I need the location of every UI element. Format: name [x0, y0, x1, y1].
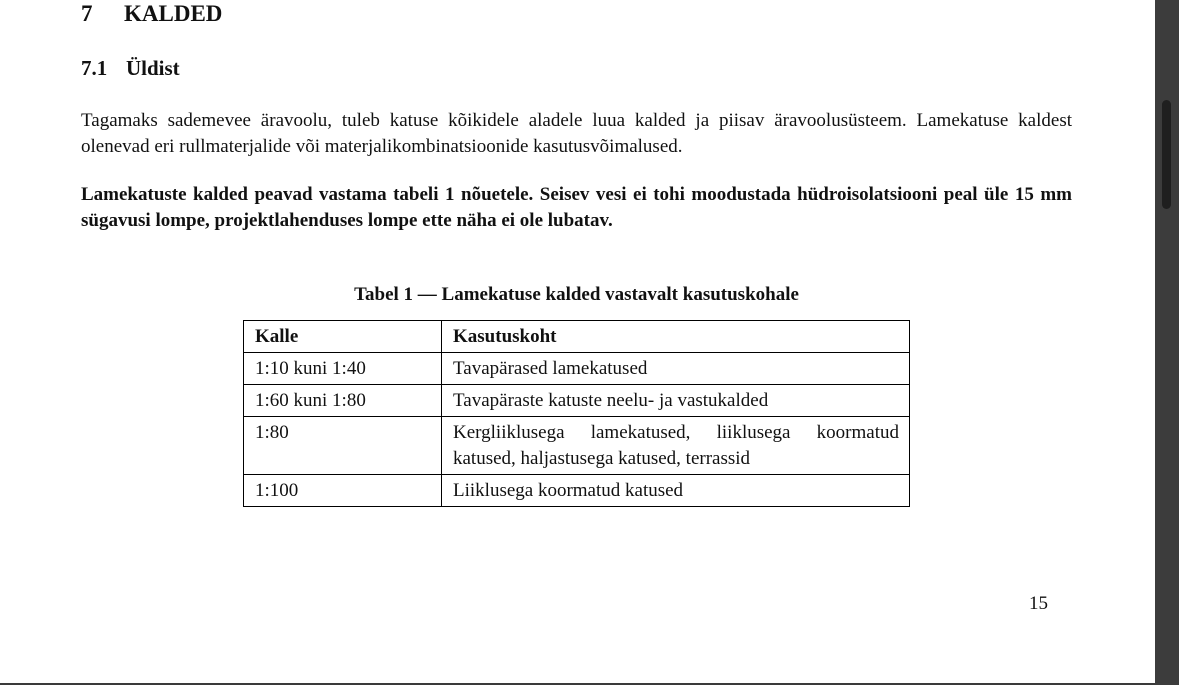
- table-row: [244, 353, 910, 385]
- intro-paragraph: Tagamaks sademevee äravoolu, tuleb katuse kõikidele aladele luua kalded ja piisav äravoolusüsteem. Lamekatuse kaldest olenevad eri rullmaterjalide või materjalikombinatsioonide kasutusvõimalused.: [81, 110, 1072, 157]
- scrollbar-thumb[interactable]: [1162, 100, 1171, 209]
- subsection-title: Üldist: [126, 56, 180, 80]
- table-header-row: [244, 321, 910, 353]
- slope-cell: 1:100: [244, 475, 442, 507]
- subsection-heading: [81, 56, 180, 81]
- table-row: [244, 475, 910, 507]
- slope-table: [243, 320, 910, 507]
- requirement-paragraph: Lamekatuste kalded peavad vastama tabeli 1 nõuetele. Seisev vesi ei tohi moodustada hüdroisolatsiooni peal üle 15 mm sügavusi lompe, projektlahenduses lompe ette näha ei ole lubatav.: [81, 184, 1072, 231]
- subsection-number: 7.1: [81, 56, 108, 80]
- header-slope: Kalle: [244, 321, 442, 353]
- usage-cell: Liiklusega koormatud katused: [442, 475, 910, 507]
- slope-cell: 1:10 kuni 1:40: [244, 353, 442, 385]
- section-number: 7: [81, 1, 93, 26]
- page-number: 15: [1029, 593, 1048, 614]
- slope-cell: 1:80: [244, 417, 442, 475]
- usage-cell: Tavapärased lamekatused: [442, 353, 910, 385]
- usage-cell: Tavapäraste katuste neelu- ja vastukalded: [442, 385, 910, 417]
- table-caption: Tabel 1 — Lamekatuse kalded vastavalt kasutuskohale: [354, 284, 799, 305]
- table-row: [244, 417, 910, 475]
- table-row: [244, 385, 910, 417]
- section-title: KALDED: [124, 1, 223, 26]
- usage-cell: Kergliiklusega lamekatused, liiklusega koormatud katused, haljastusega katused, terrassid: [442, 417, 910, 475]
- header-usage: Kasutuskoht: [442, 321, 910, 353]
- vertical-scrollbar[interactable]: [1155, 0, 1179, 685]
- slope-cell: 1:60 kuni 1:80: [244, 385, 442, 417]
- section-heading: [81, 1, 222, 27]
